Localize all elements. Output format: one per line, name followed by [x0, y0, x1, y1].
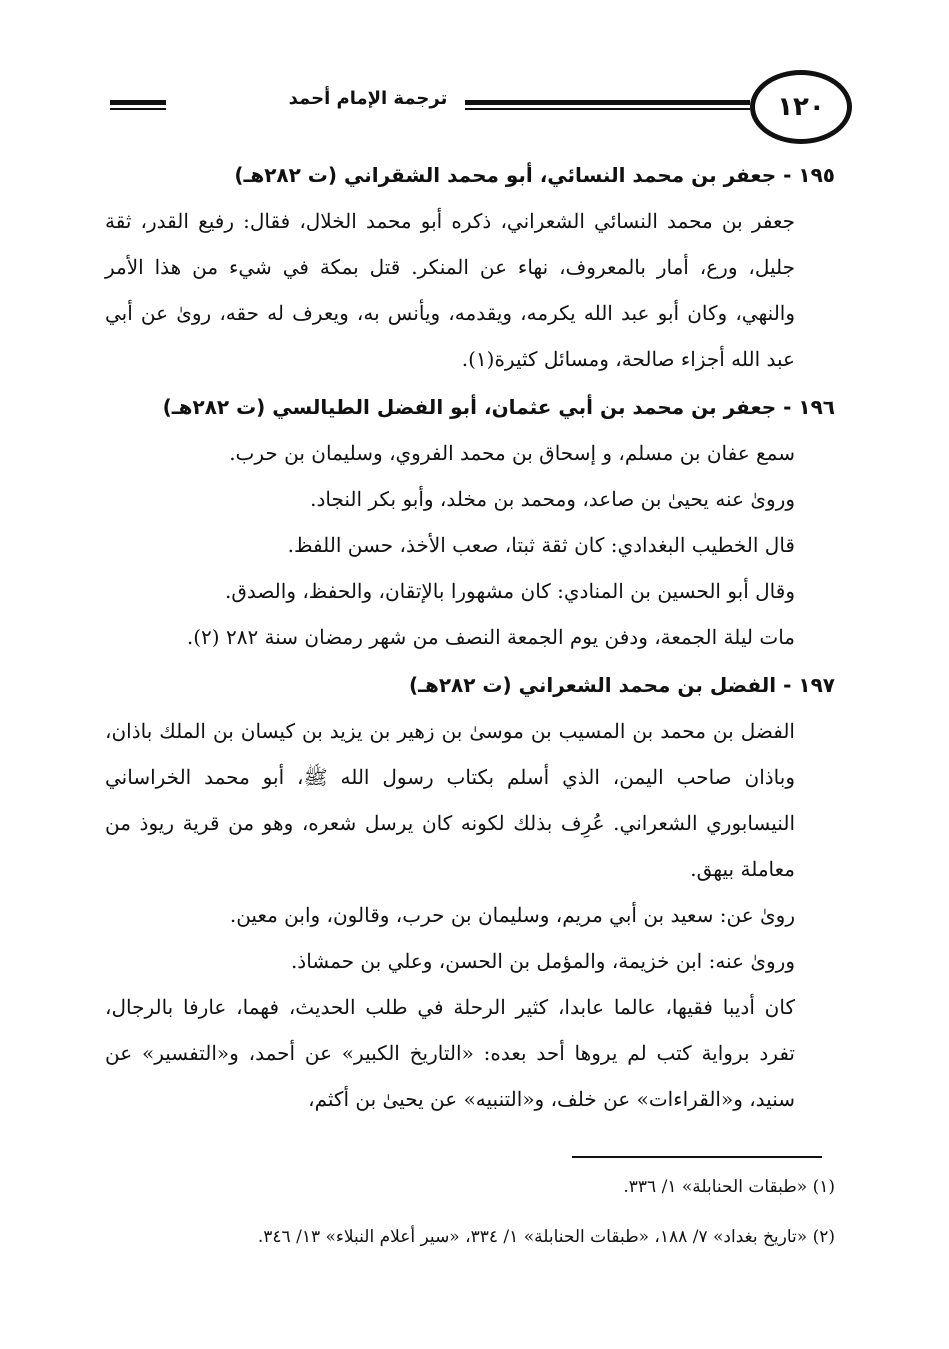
entry-paragraph: قال الخطيب البغدادي: كان ثقة ثبتا، صعب الأخذ، حسن اللفظ. [287, 533, 795, 557]
entry-paragraph: الفضل بن محمد بن المسيب بن موسىٰ بن زهير بن يزيد بن كيسان بن الملك باذان، وباذان صاحب اليمن، الذي أسلم بكتاب رسول الله ﷺ، أبو محمد الخراساني النيسابوري الشعراني. عُرِف بذلك لكونه كان يرسل شعره، وهو من قرية ريوذ من معاملة بيهق. [105, 719, 795, 881]
header-rule-left-thin [110, 108, 166, 110]
page-body [105, 150, 835, 1122]
entry-heading: ١٩٦ - جعفر بن محمد بن أبي عثمان، أبو الفضل الطيالسي (ت ٢٨٢هـ) [162, 395, 835, 419]
entry-195 [105, 158, 835, 382]
entry-paragraph: جعفر بن محمد النسائي الشعراني، ذكره أبو محمد الخلال، فقال: رفيع القدر، ثقة جليل، ورع، أمار بالمعروف، نهاء عن المنكر. قتل بمكة في شيء من هذا الأمر والنهي، وكان أبو عبد الله يكرمه، ويقدمه، ويأنس به، ويعرف له حقه، روىٰ عن أبي عبد الله أجزاء صالحة، ومسائل كثيرة(١). [105, 209, 795, 371]
footnotes [105, 1172, 835, 1272]
page-header [110, 62, 840, 142]
header-rule-middle [465, 100, 750, 105]
entry-paragraph: سمع عفان بن مسلم، و إسحاق بن محمد الفروي، وسليمان بن حرب. [229, 441, 795, 465]
entry-paragraph: وقال أبو الحسين بن المنادي: كان مشهورا بالإتقان، والحفظ، والصدق. [224, 579, 795, 603]
entry-paragraph: مات ليلة الجمعة، ودفن يوم الجمعة النصف من شهر رمضان سنة ٢٨٢ (٢). [186, 625, 795, 649]
entry-heading: ١٩٧ - الفضل بن محمد الشعراني (ت ٢٨٢هـ) [408, 673, 835, 697]
footnote-separator [572, 1156, 822, 1158]
page-number: ١٢٠ [750, 70, 852, 144]
entry-paragraph: وروىٰ عنه: ابن خزيمة، والمؤمل بن الحسن، وعلي بن حمشاذ. [290, 949, 795, 973]
running-title: ترجمة الإمام أحمد [288, 88, 448, 109]
entry-196 [105, 390, 835, 660]
footnote-1: (١) «طبقات الحنابلة» ١/ ٣٣٦. [623, 1177, 835, 1197]
header-rule-middle-thin [465, 108, 750, 110]
entry-197 [105, 668, 835, 1122]
footnote-2: (٢) «تاريخ بغداد» ٧/ ١٨٨، «طبقات الحنابلة» ١/ ٣٣٤، «سير أعلام النبلاء» ١٣/ ٣٤٦. [257, 1227, 835, 1247]
entry-paragraph: وروىٰ عنه يحيىٰ بن صاعد، ومحمد بن مخلد، وأبو بكر النجاد. [310, 487, 795, 511]
entry-paragraph: كان أديبا فقيها، عالما عابدا، كثير الرحلة في طلب الحديث، فهما، عارفا بالرجال، تفرد برواية كتب لم يروها أحد بعده: «التاريخ الكبير» عن أحمد، و«التفسير» عن سنيد، و«القراءات» عن خلف، و«التنبيه» عن يحيىٰ بن أكثم، [105, 995, 795, 1111]
entry-heading: ١٩٥ - جعفر بن محمد النسائي، أبو محمد الشقراني (ت ٢٨٢هـ) [234, 163, 835, 187]
header-rule-left [110, 100, 166, 105]
entry-paragraph: روىٰ عن: سعيد بن أبي مريم، وسليمان بن حرب، وقالون، وابن معين. [229, 903, 795, 927]
